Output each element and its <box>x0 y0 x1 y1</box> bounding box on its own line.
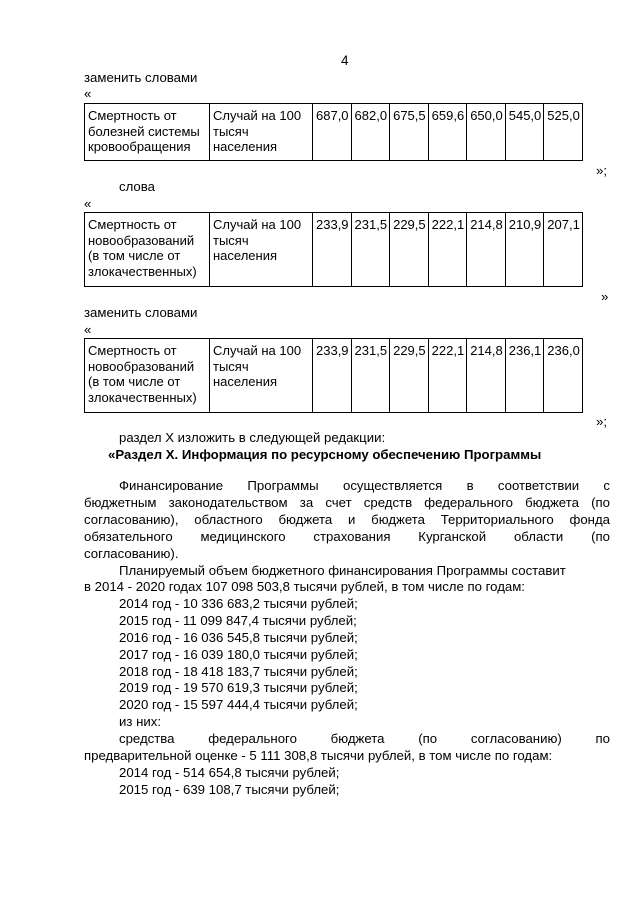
paragraph-line: в 2014 - 2020 годах 107 098 503,8 тысячи рублей, в том числе по годам: <box>84 579 525 594</box>
year-line: 2017 год - 16 039 180,0 тысячи рублей; <box>119 647 358 662</box>
unit-cell: Случай на 100 тысяч населения <box>210 339 313 413</box>
year-line: 2015 год - 11 099 847,4 тысячи рублей; <box>119 613 357 628</box>
value-cell: 222,1 <box>428 339 467 413</box>
value-cell: 214,8 <box>467 213 506 287</box>
value-cell: 233,9 <box>313 213 352 287</box>
year-line: 2020 год - 15 597 444,4 тысячи рублей; <box>119 697 358 712</box>
value-cell: 233,9 <box>313 339 352 413</box>
year-line: 2016 год - 16 036 545,8 тысячи рублей; <box>119 630 358 645</box>
value-cell: 229,5 <box>390 339 429 413</box>
table-circulatory-mortality <box>84 103 583 161</box>
unit-cell: Случай на 100 тысяч населения <box>210 104 313 161</box>
section-intro: раздел X изложить в следующей редакции: <box>119 430 386 445</box>
paragraph-line: бюджетным законодательством за счет средств федерального бюджета (по <box>84 495 610 510</box>
table-neoplasm-mortality-old <box>84 212 583 287</box>
value-cell: 231,5 <box>351 213 390 287</box>
replace-with-label: заменить словами <box>84 70 198 85</box>
value-cell: 207,1 <box>544 213 583 287</box>
value-cell: 525,0 <box>544 104 583 161</box>
value-cell: 210,9 <box>505 213 544 287</box>
unit-cell: Случай на 100 тысяч населения <box>210 213 313 287</box>
paragraph-line: согласованию), областного бюджета и бюджета Территориального фонда <box>84 512 610 527</box>
value-cell: 687,0 <box>313 104 352 161</box>
words-label: слова <box>119 179 155 194</box>
open-quote: « <box>84 86 92 101</box>
paragraph-line: согласованию). <box>84 546 179 561</box>
value-cell: 229,5 <box>390 213 429 287</box>
paragraph-line: предварительной оценке - 5 111 308,8 тысячи рублей, в том числе по годам: <box>84 748 553 763</box>
year-line: 2014 год - 514 654,8 тысячи рублей; <box>119 765 340 780</box>
table-neoplasm-mortality-new <box>84 338 583 413</box>
year-line: 2019 год - 19 570 619,3 тысячи рублей; <box>119 680 358 695</box>
close-quote: »; <box>596 414 607 429</box>
indicator-cell: Смертность от новообразований (в том числе от злокачественных) <box>85 339 210 413</box>
value-cell: 214,8 <box>467 339 506 413</box>
page-number: 4 <box>341 53 349 68</box>
value-cell: 682,0 <box>351 104 390 161</box>
close-quote: » <box>601 289 609 304</box>
paragraph-line: обязательного медицинского страхования Курганской области (по <box>84 529 610 544</box>
value-cell: 231,5 <box>351 339 390 413</box>
section-title: «Раздел X. Информация по ресурсному обеспечению Программы <box>108 447 542 462</box>
close-quote: »; <box>596 163 607 178</box>
year-line: 2018 год - 18 418 183,7 тысячи рублей; <box>119 664 358 679</box>
indicator-cell: Смертность от болезней системы кровообращения <box>85 104 210 161</box>
value-cell: 675,5 <box>390 104 429 161</box>
value-cell: 650,0 <box>467 104 506 161</box>
value-cell: 659,6 <box>428 104 467 161</box>
year-line: 2015 год - 639 108,7 тысячи рублей; <box>119 782 340 797</box>
indicator-cell: Смертность от новообразований (в том числе от злокачественных) <box>85 213 210 287</box>
year-line: 2014 год - 10 336 683,2 тысячи рублей; <box>119 596 358 611</box>
paragraph-line: Планируемый объем бюджетного финансирования Программы составит <box>119 563 566 578</box>
value-cell: 236,1 <box>505 339 544 413</box>
open-quote: « <box>84 322 92 337</box>
value-cell: 545,0 <box>505 104 544 161</box>
paragraph-line: Финансирование Программы осуществляется в соответствии с <box>119 478 610 493</box>
paragraph-line: средства федерального бюджета (по согласованию) по <box>119 731 610 746</box>
replace-with-label: заменить словами <box>84 305 198 320</box>
value-cell: 222,1 <box>428 213 467 287</box>
value-cell: 236,0 <box>544 339 583 413</box>
of-them-label: из них: <box>119 714 161 729</box>
open-quote: « <box>84 196 92 211</box>
